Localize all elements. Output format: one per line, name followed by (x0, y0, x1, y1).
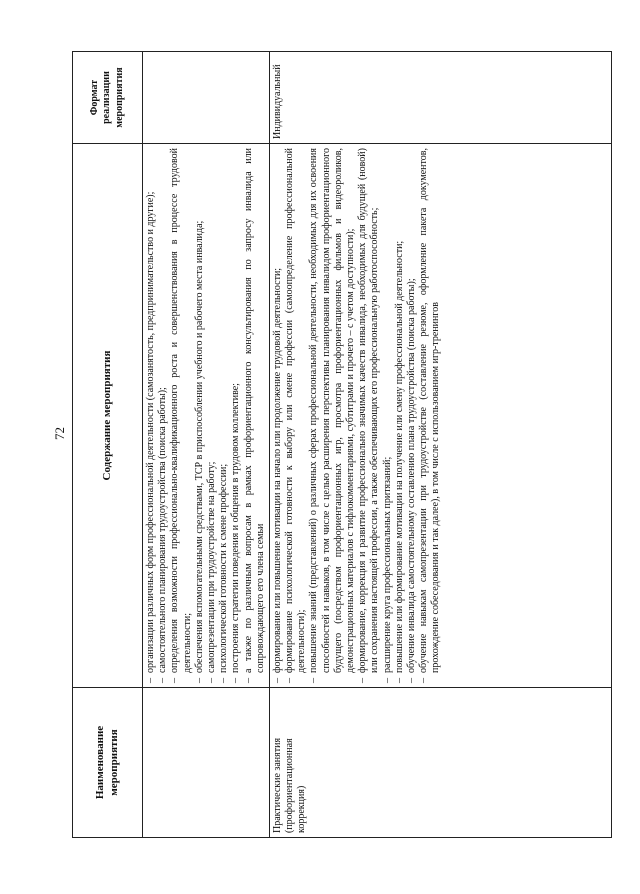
list-item: – определения возможности профессионально-квалификационного роста и совершенствования в процессе трудовой деятельности; (169, 148, 193, 683)
header-activity-name: Наименование мероприятия (73, 688, 143, 838)
row2-format-cell: Индивидуальный (269, 52, 611, 144)
row2-name-cell: Практические занятия (профориентационная коррекция) (269, 688, 611, 838)
list-item: – расширение круга профессиональных притязаний; (382, 148, 394, 683)
table-header-row (73, 52, 143, 838)
list-item: – обучение инвалида самостоятельному составлению плана трудоустройства (поиска работы); (406, 148, 418, 683)
header-activity-format: Формат реализации мероприятия (73, 52, 143, 144)
row2-content-cell (269, 144, 611, 688)
page-number: 72 (52, 427, 67, 440)
row2-items-list (272, 148, 443, 683)
list-item: – самостоятельного планирования трудоустройства (поиска работы); (157, 148, 169, 683)
table-row (143, 52, 270, 838)
list-item: – а также по различным вопросам в рамках профориентационного консультирования по запросу инвалида или сопровождающего его члена семьи (243, 148, 267, 683)
list-item: – формирование или повышение мотивации на начало или продолжение трудовой деятельности; (272, 148, 284, 683)
list-item: – обучение навыкам самопрезентации при трудоустройстве (составление резюме, оформление пакета документов, прохождение собеседования и так далее), в том числе с использованием игр-тренингов (418, 148, 442, 683)
list-item: – обеспечения вспомогательными средствами, ТСР в приспособлении учебного и рабочего места инвалида; (194, 148, 206, 683)
list-item: – организации различных форм профессиональной деятельности (самозанятость, предпринимательство и другие); (145, 148, 157, 683)
list-item: – формирование психологической готовности к выбору или смене профессии (самоопределение профессиональной деятельности); (284, 148, 308, 683)
activities-table (72, 51, 612, 838)
table-row (269, 52, 611, 838)
list-item: – повышение или формирование мотивации на получение или смену профессиональной деятельности; (394, 148, 406, 683)
list-item: – повышение знаний (представлений) о различных сферах профессиональной деятельности, необходимых для их освоения способностей и навыков, в том числе с целью расширения перспективы планирования инвалидом профориентационного будущего (посредством профориентационных игр, просмотра профориентационных фильмов и видеороликов, демонстрационных материалов с тифлокомментариями, субтитрами и прочего – с учетом доступности); (308, 148, 357, 683)
header-activity-content: Содержание мероприятия (73, 144, 143, 688)
row1-name-cell (143, 688, 270, 838)
list-item: – формирование, коррекция и развитие профессионально значимых качеств инвалида, необходимых для будущей (новой) или сохранения настоящей профессии, а также обеспечивающих его профессиональную работоспособность; (357, 148, 381, 683)
row1-content-cell (143, 144, 270, 688)
row1-items-list (145, 148, 267, 683)
row1-format-cell (143, 52, 270, 144)
rotated-table-sheet (72, 52, 612, 838)
list-item: – самопрезентации при трудоустройстве на работу; (206, 148, 218, 683)
list-item: – построения стратегии поведения и общения в трудовом коллективе; (230, 148, 242, 683)
list-item: – психологической готовности к смене профессии; (218, 148, 230, 683)
